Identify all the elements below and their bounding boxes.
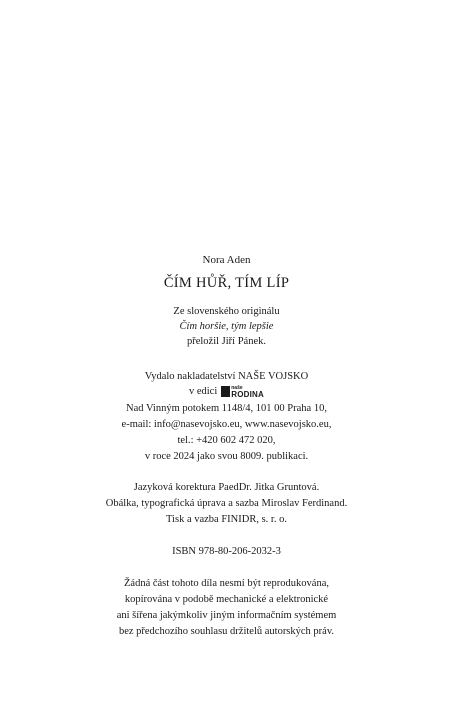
edition-line xyxy=(0,385,453,398)
logo-mark-icon xyxy=(221,386,230,397)
author-name: Nora Aden xyxy=(202,254,251,266)
original-title: Čím horšie, tým lepšie xyxy=(179,321,274,332)
publisher-phone: tel.: +420 602 472 020, xyxy=(177,435,276,446)
proofreading-credit: Jazyková korektura PaedDr. Jitka Gruntová. xyxy=(133,482,320,493)
publisher-line: Vydalo nakladatelství NAŠE VOJSKO xyxy=(144,371,309,382)
logo-text xyxy=(231,386,264,398)
publisher-contact: e-mail: info@nasevojsko.eu, www.nasevojsko.eu, xyxy=(121,419,332,430)
rights-notice-line: kopírována v podobě mechanické a elektronické xyxy=(124,594,329,605)
publication-year: v roce 2024 jako svou 8009. publikaci. xyxy=(144,451,309,462)
translator-credit: přeložil Jiří Pánek. xyxy=(186,336,267,347)
rights-notice-line: ani šířena jakýmkoliv jiným informačním systémem xyxy=(116,610,337,621)
rights-notice-line: bez předchozího souhlasu držitelů autorských práv. xyxy=(118,626,335,637)
design-credit: Obálka, typografická úprava a sazba Miroslav Ferdinand. xyxy=(105,498,348,509)
publisher-address: Nad Vinným potokem 1148/4, 101 00 Praha 10, xyxy=(126,403,327,414)
isbn: ISBN 978-80-206-2032-3 xyxy=(172,546,281,557)
edition-prefix: v edici xyxy=(188,386,218,397)
nase-rodina-logo xyxy=(221,385,264,398)
rights-notice-line: Žádná část tohoto díla nesmí být reprodukována, xyxy=(124,578,329,589)
logo-big-text: RODINA xyxy=(231,389,265,399)
original-language-note: Ze slovenského originálu xyxy=(173,306,280,317)
logo-small-text: naše xyxy=(231,384,243,391)
book-title: ČÍM HŮŘ, TÍM LÍP xyxy=(163,275,290,291)
printing-credit: Tisk a vazba FINIDR, s. r. o. xyxy=(166,514,287,525)
